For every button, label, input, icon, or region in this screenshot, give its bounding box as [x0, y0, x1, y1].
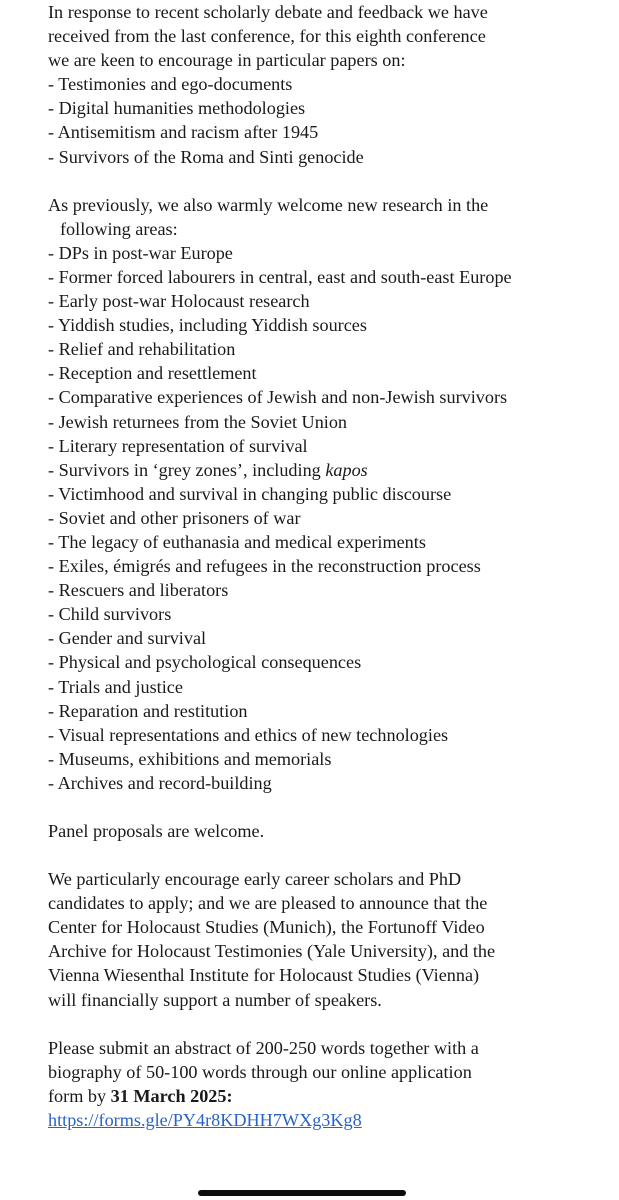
list-item: - Early post-war Holocaust research [48, 291, 310, 312]
areas-list [48, 241, 518, 795]
document-body [48, 0, 608, 1132]
list-item: - Gender and survival [48, 628, 207, 649]
intro-paragraph [48, 0, 608, 72]
list-item: - Comparative experiences of Jewish and non-Jewish survivors [48, 387, 508, 408]
support-line: Center for Holocaust Studies (Munich), the Fortunoff Video [48, 917, 485, 938]
list-item: - The legacy of euthanasia and medical experiments [48, 531, 426, 552]
list-item: - Jewish returnees from the Soviet Union [48, 411, 348, 432]
application-form-link[interactable]: https://forms.gle/PY4r8KDHH7WXg3Kg8 [48, 1109, 362, 1130]
list-item: - Relief and rehabilitation [48, 339, 236, 360]
support-line: Archive for Holocaust Testimonies (Yale University), and the [48, 941, 496, 962]
list-item: - DPs in post-war Europe [48, 242, 233, 263]
intro-line: we are keen to encourage in particular papers on: [48, 50, 406, 71]
list-item: - Reception and resettlement [48, 363, 257, 384]
support-line: will financially support a number of speakers. [48, 989, 382, 1010]
submit-line: Please submit an abstract of 200-250 words together with a [48, 1037, 479, 1058]
list-item: - Physical and psychological consequences [48, 652, 362, 673]
areas-paragraph [48, 193, 608, 241]
home-indicator[interactable] [198, 1190, 406, 1196]
list-item: - Antisemitism and racism after 1945 [48, 122, 319, 143]
support-line: We particularly encourage early career scholars and PhD [48, 869, 462, 890]
deadline-date: 31 March 2025: [110, 1085, 233, 1106]
list-item: - Digital humanities methodologies [48, 98, 306, 119]
intro-line: In response to recent scholarly debate and feedback we have [48, 2, 488, 22]
list-item: - Child survivors [48, 604, 172, 625]
list-item: - Reparation and restitution [48, 700, 248, 721]
submit-line: biography of 50-100 words through our online application [48, 1061, 472, 1082]
list-item: - Victimhood and survival in changing public discourse [48, 483, 452, 504]
panel-paragraph: Panel proposals are welcome. [48, 821, 265, 841]
intro-list [48, 72, 608, 168]
list-item: - Visual representations and ethics of new technologies [48, 724, 449, 745]
list-item: - Rescuers and liberators [48, 580, 229, 601]
list-item: - Literary representation of survival [48, 435, 308, 456]
list-item: - Survivors in ‘grey zones’, including kapos [48, 459, 368, 480]
list-item: - Archives and record-building [48, 772, 272, 793]
submit-line: form by 31 March 2025: [48, 1085, 233, 1106]
list-item: - Testimonies and ego-documents [48, 74, 293, 95]
list-item: - Trials and justice [48, 676, 183, 697]
list-item: - Soviet and other prisoners of war [48, 507, 301, 528]
intro-line: received from the last conference, for this eighth conference [48, 26, 486, 47]
areas-line: following areas: [60, 218, 178, 239]
areas-line: As previously, we also warmly welcome new research in the [48, 194, 489, 215]
support-line: Vienna Wiesenthal Institute for Holocaust Studies (Vienna) [48, 965, 480, 986]
submit-paragraph [48, 1036, 608, 1132]
list-item: - Exiles, émigrés and refugees in the reconstruction process [48, 556, 481, 577]
list-item: - Yiddish studies, including Yiddish sources [48, 315, 367, 336]
list-item: - Museums, exhibitions and memorials [48, 748, 332, 769]
support-line: candidates to apply; and we are pleased to announce that the [48, 893, 488, 914]
list-item: - Survivors of the Roma and Sinti genocide [48, 146, 364, 167]
support-paragraph [48, 867, 608, 1012]
list-item: - Former forced labourers in central, east and south-east Europe [48, 266, 512, 287]
